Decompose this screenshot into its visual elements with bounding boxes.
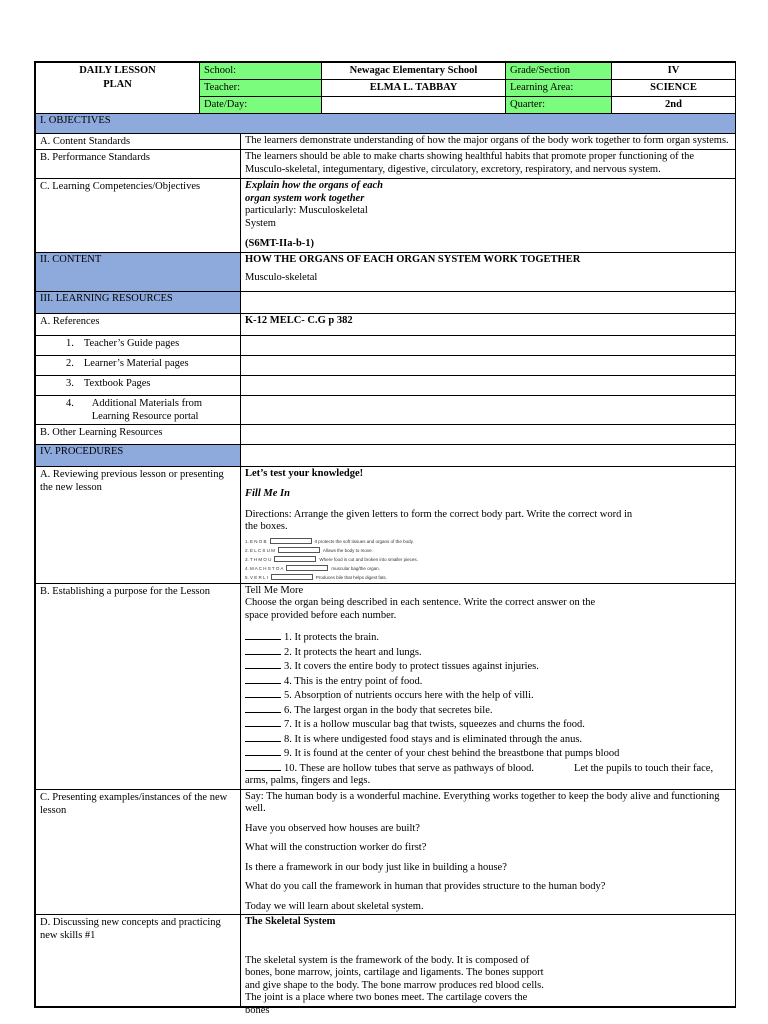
performance-standards-label: B. Performance Standards xyxy=(36,150,241,179)
competencies-text: Explain how the organs of each organ system work together particularly: Musculoskeletal System (S6MT-IIa-b-1) xyxy=(241,179,736,253)
date-value xyxy=(322,97,506,114)
other-resources-label: B. Other Learning Resources xyxy=(36,424,241,444)
list-item: 8. It is where undigested food stays and is eliminated through the anus. xyxy=(245,732,731,747)
content-body: HOW THE ORGANS OF EACH ORGAN SYSTEM WORK TOGETHER Musculo-skeletal xyxy=(241,252,736,291)
list-item: 5. Absorption of nutrients occurs here with the help of villi. xyxy=(245,688,731,703)
content-standards-label: A. Content Standards xyxy=(36,134,241,150)
list-item: 2. It protects the heart and lungs. xyxy=(245,645,731,660)
procedure-b-label: B. Establishing a purpose for the Lesson xyxy=(36,583,241,789)
list-item: 10. These are hollow tubes that serve as pathways of blood. Let the pupils to touch their face, arms, palms, fingers and legs. xyxy=(245,762,714,786)
school-label: School: xyxy=(200,63,322,80)
list-item: 9. It is found at the center of your chest behind the breastbone that pumps blood xyxy=(245,746,731,761)
procedure-a-body: Let’s test your knowledge! Fill Me In Directions: Arrange the given letters to form the correct body part. Write the correct word in the boxes. 1. E N O B It protects the soft tissues and organs of the body. 2. E L C S U M Allows the body to move. 3. T H M O U Where food is cut and broken into smaller pieces. 4. M A C H S T O A muscular bag/the organ. 5. V E R L I Produces bile that helps digest fats. xyxy=(241,466,736,583)
procedure-d-label: D. Discussing new concepts and practicing new skills #1 xyxy=(36,915,241,1007)
school-value: Newagac Elementary School xyxy=(322,63,506,80)
grade-label: Grade/Section xyxy=(506,63,612,80)
procedure-d-body: The Skeletal System The skeletal system is the framework of the body. It is composed of bones, bone marrow, joints, cartilage and ligaments. The bones support and give shape to the body. The bone marrow produces red blood cells. The joint is a place where two bones meet. The cartilage covers the bones xyxy=(241,915,736,1007)
list-item: 7. It is a hollow muscular bag that twists, squeezes and churns the food. xyxy=(245,717,731,732)
quarter-label: Quarter: xyxy=(506,97,612,114)
date-label: Date/Day: xyxy=(200,97,322,114)
area-value: SCIENCE xyxy=(612,80,736,97)
teacher-value: ELMA L. TABBAY xyxy=(322,80,506,97)
references-value: K-12 MELC- C.G p 382 xyxy=(241,313,736,335)
grade-value: IV xyxy=(612,63,736,80)
resources-heading: III. LEARNING RESOURCES xyxy=(36,291,241,313)
resource-item: 3. Textbook Pages xyxy=(36,375,241,395)
procedures-heading: IV. PROCEDURES xyxy=(36,444,241,466)
content-heading: II. CONTENT xyxy=(36,252,241,291)
resource-item: 2. Learner’s Material pages xyxy=(36,355,241,375)
procedure-b-body: Tell Me More Choose the organ being described in each sentence. Write the correct answer on the space provided before each number. 1. It protects the brain. 2. It protects the heart and lungs. 3. It covers the entire body to protect tissues against injuries. 4. This is the entry point of food. 5. Absorption of nutrients occurs here with the help of villi. 6. The largest organ in the body that secretes bile. 7. It is a hollow muscular bag that twists, squeezes and churns the food. 8. It is where undigested food stays and is eliminated through the anus. 9. It is found at the center of your chest behind the breastbone that pumps blood 10. These are hollow tubes that serve as pathways of blood. Let the pupils to touch their face, arms, palms, fingers and legs. xyxy=(241,583,736,789)
references-label: A. References xyxy=(36,313,241,335)
word-puzzle: 1. E N O B It protects the soft tissues and organs of the body. 2. E L C S U M Allows the body to move. 3. T H M O U Where food is cut and broken into smaller pieces. 4. M A C H S T O A muscular bag/the organ. 5. V E R L I Produces bile that helps digest fats. xyxy=(245,538,418,580)
area-label: Learning Area: xyxy=(506,80,612,97)
list-item: 1. It protects the brain. xyxy=(245,630,731,645)
resource-item: 1. Teacher’s Guide pages xyxy=(36,335,241,355)
teacher-label: Teacher: xyxy=(200,80,322,97)
procedure-c-label: C. Presenting examples/instances of the new lesson xyxy=(36,789,241,915)
list-item: 3. It covers the entire body to protect tissues against injuries. xyxy=(245,659,731,674)
procedure-a-label: A. Reviewing previous lesson or presenting the new lesson xyxy=(36,466,241,583)
quarter-value: 2nd xyxy=(612,97,736,114)
objectives-heading: I. OBJECTIVES xyxy=(36,114,736,134)
competencies-label: C. Learning Competencies/Objectives xyxy=(36,179,241,253)
list-item: 4. This is the entry point of food. xyxy=(245,674,731,689)
resource-item: 4. Additional Materials from Learning Resource portal xyxy=(36,395,241,424)
performance-standards-text: The learners should be able to make charts showing healthful habits that promote proper functioning of the Musculo-skeletal, integumentary, digestive, circulatory, excretory, respiratory, and nervous system. xyxy=(241,150,736,179)
procedure-c-body: Say: The human body is a wonderful machine. Everything works together to keep the body alive and functioning well. Have you observed how houses are built? What will the construction worker do first? Is there a framework in our body just like in building a house? What do you call the framework in human that provides structure to the human body? Today we will learn about skeletal system. xyxy=(241,789,736,915)
page-title: DAILY LESSON PLAN xyxy=(36,63,200,114)
lesson-plan-sheet xyxy=(34,61,736,1016)
list-item: 6. The largest organ in the body that secretes bile. xyxy=(245,703,731,718)
content-standards-text: The learners demonstrate understanding of how the major organs of the body work together to form organ systems. xyxy=(241,134,736,150)
